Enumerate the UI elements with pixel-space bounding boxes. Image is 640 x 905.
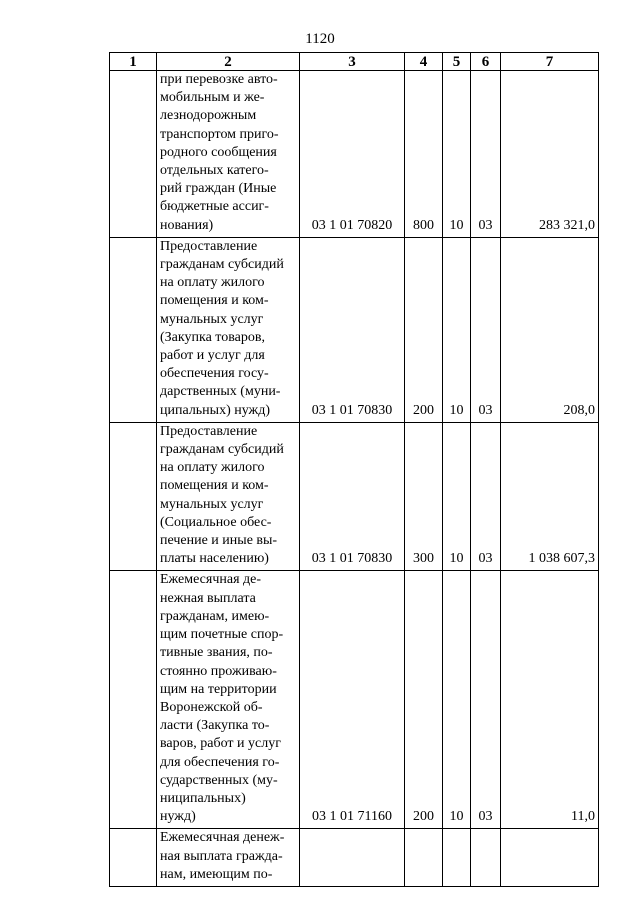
item-name-text: Предоставление гражданам субсидий на оплату жилого помещения и ком- мунальных услуг (Социальное обес- печение и иные вы- платы населению) [160,423,284,567]
subsection-cell [471,829,501,887]
section-cell: 10 [443,71,471,238]
section-cell: 10 [443,237,471,422]
item-name-cell [157,71,300,238]
expense-type-cell: 300 [405,422,443,571]
column-header-1: 1 [110,53,157,71]
row-number-cell [110,829,157,887]
section-cell: 10 [443,571,471,829]
column-header-2: 2 [157,53,300,71]
column-header-7: 7 [501,53,599,71]
subsection-cell: 03 [471,422,501,571]
target-code-cell: 03 1 01 70830 [300,237,405,422]
subsection-cell: 03 [471,71,501,238]
item-name-text: при перевозке авто- мобильным и же- лезнодорожным транспортом приго- родного сообщения отдельных катего- рий граждан (Иные бюджетные ассиг- нования) [160,72,279,233]
amount-cell: 11,0 [501,571,599,829]
row-number-cell [110,571,157,829]
item-name-text: Ежемесячная денеж- ная выплата гражда- нам, имеющим по- [160,830,285,882]
amount-cell: 283 321,0 [501,71,599,238]
item-name-cell [157,422,300,571]
item-name-text: Ежемесячная де- нежная выплата гражданам, имею- щим почетные спор- тивные звания, по- стоянно проживаю- щим на территории Воронежской об- ласти (Закупка то- варов, работ и услуг для обеспечения го- сударственных (му- ниципальных) нужд) [160,572,284,825]
amount-cell: 1 038 607,3 [501,422,599,571]
target-code-cell: 03 1 01 70820 [300,71,405,238]
table-row [110,237,599,422]
expense-type-cell: 800 [405,71,443,238]
subsection-cell: 03 [471,571,501,829]
item-name-cell [157,571,300,829]
amount-cell: 208,0 [501,237,599,422]
header-row [110,53,599,71]
page-number: 1120 [305,31,335,47]
target-code-cell [300,829,405,887]
row-number-cell [110,71,157,238]
expense-type-cell: 200 [405,237,443,422]
row-number-cell [110,237,157,422]
table-row [110,71,599,238]
column-header-4: 4 [405,53,443,71]
expense-type-cell: 200 [405,571,443,829]
section-cell [443,829,471,887]
section-cell: 10 [443,422,471,571]
item-name-cell [157,829,300,887]
item-name-cell [157,237,300,422]
target-code-cell: 03 1 01 71160 [300,571,405,829]
column-header-5: 5 [443,53,471,71]
expense-type-cell [405,829,443,887]
amount-cell [501,829,599,887]
column-header-6: 6 [471,53,501,71]
table-row [110,829,599,887]
subsection-cell: 03 [471,237,501,422]
row-number-cell [110,422,157,571]
table-row [110,571,599,829]
column-header-3: 3 [300,53,405,71]
budget-table [109,52,599,887]
table-row [110,422,599,571]
item-name-text: Предоставление гражданам субсидий на оплату жилого помещения и ком- мунальных услуг (Закупка товаров, работ и услуг для обеспечения госу- дарственных (муни- ципальных) нужд) [160,238,284,418]
target-code-cell: 03 1 01 70830 [300,422,405,571]
